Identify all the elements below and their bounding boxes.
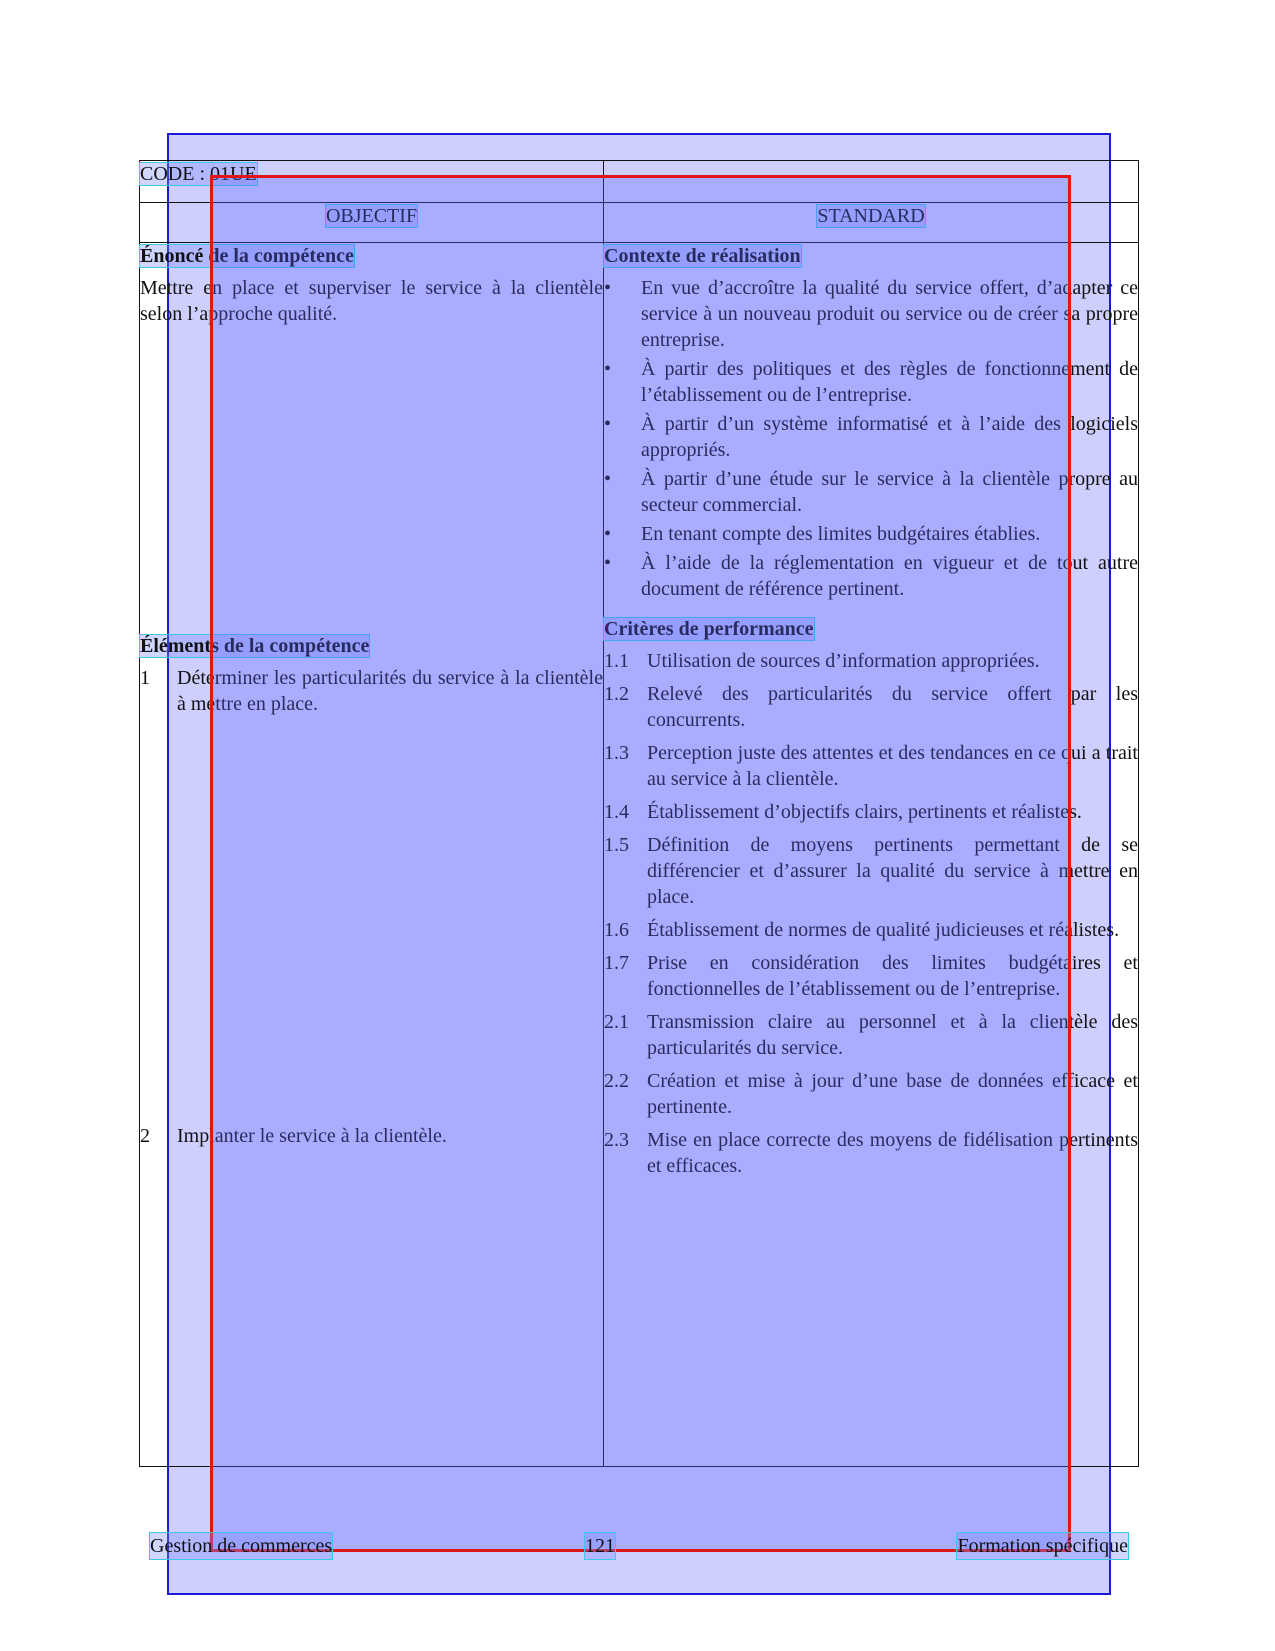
bullet: • bbox=[604, 468, 612, 490]
contexte-title: Contexte de réalisation bbox=[604, 245, 801, 267]
critere-text: Mise en place correcte des moyens de fidélisation pertinents et efficaces. bbox=[647, 1129, 1138, 1177]
bullet: • bbox=[604, 413, 612, 435]
header-standard: STANDARD bbox=[817, 205, 925, 227]
critere-number: 1.1 bbox=[604, 650, 629, 672]
footer-page-number: 121 bbox=[585, 1535, 615, 1557]
bullet: • bbox=[604, 277, 612, 299]
critere-number: 1.6 bbox=[604, 919, 629, 941]
header-objectif: OBJECTIF bbox=[325, 205, 418, 227]
enonce-title: Énoncé de la compétence bbox=[140, 245, 354, 267]
footer-section: Formation spécifique bbox=[957, 1535, 1128, 1557]
element-text: Implanter le service à la clientèle. bbox=[177, 1125, 447, 1147]
critere-text: Perception juste des attentes et des tendances en ce qui a trait au service à la clientèle. bbox=[647, 742, 1138, 790]
element-number: 2 bbox=[140, 1125, 150, 1147]
enonce-text: Mettre en place et superviser le service à la clientèle selon l’approche qualité. bbox=[140, 277, 603, 325]
overlay-inner-region bbox=[210, 175, 1071, 1552]
critere-text: Établissement de normes de qualité judicieuses et réalistes. bbox=[647, 919, 1120, 941]
critere-number: 1.7 bbox=[604, 952, 629, 974]
element-text: Déterminer les particularités du service à la clientèle à mettre en place. bbox=[177, 667, 603, 715]
critere-text: Relevé des particularités du service offert par les concurrents. bbox=[647, 683, 1138, 731]
critere-text: Établissement d’objectifs clairs, pertinents et réalistes. bbox=[647, 801, 1082, 823]
page-footer bbox=[150, 1533, 1128, 1559]
critere-number: 1.3 bbox=[604, 742, 629, 764]
critere-number: 1.2 bbox=[604, 683, 629, 705]
footer-program: Gestion de commerces bbox=[150, 1535, 333, 1557]
contexte-text: À partir des politiques et des règles de fonctionnement de l’établissement ou de l’entreprise. bbox=[641, 358, 1138, 406]
critere-text: Utilisation de sources d’information appropriées. bbox=[647, 650, 1040, 672]
elements-title: Éléments de la compétence bbox=[140, 635, 370, 657]
contexte-text: À partir d’une étude sur le service à la clientèle propre au secteur commercial. bbox=[641, 468, 1138, 516]
critere-text: Transmission claire au personnel et à la clientèle des particularités du service. bbox=[647, 1011, 1138, 1059]
critere-number: 2.3 bbox=[604, 1129, 629, 1151]
bullet: • bbox=[604, 358, 612, 380]
bullet: • bbox=[604, 552, 612, 574]
critere-number: 2.2 bbox=[604, 1070, 629, 1092]
contexte-text: En vue d’accroître la qualité du service offert, d’adapter ce service à un nouveau produit ou service ou de créer sa propre entreprise. bbox=[641, 277, 1138, 351]
code-label: CODE : 01UE bbox=[140, 163, 257, 185]
critere-number: 1.4 bbox=[604, 801, 629, 823]
critere-number: 2.1 bbox=[604, 1011, 629, 1033]
critere-text: Prise en considération des limites budgétaires et fonctionnelles de l’établissement ou de l’entreprise. bbox=[647, 952, 1138, 1000]
criteres-title: Critères de performance bbox=[604, 618, 814, 640]
contexte-text: À partir d’un système informatisé et à l’aide des logiciels appropriés. bbox=[641, 413, 1138, 461]
contexte-text: En tenant compte des limites budgétaires établies. bbox=[641, 523, 1041, 545]
critere-text: Définition de moyens pertinents permettant de se différencier et d’assurer la qualité du service à mettre en place. bbox=[647, 834, 1138, 908]
element-number: 1 bbox=[140, 667, 150, 689]
bullet: • bbox=[604, 523, 612, 545]
contexte-text: À l’aide de la réglementation en vigueur et de tout autre document de référence pertinent. bbox=[641, 552, 1138, 600]
critere-text: Création et mise à jour d’une base de données efficace et pertinente. bbox=[647, 1070, 1138, 1118]
critere-number: 1.5 bbox=[604, 834, 629, 856]
